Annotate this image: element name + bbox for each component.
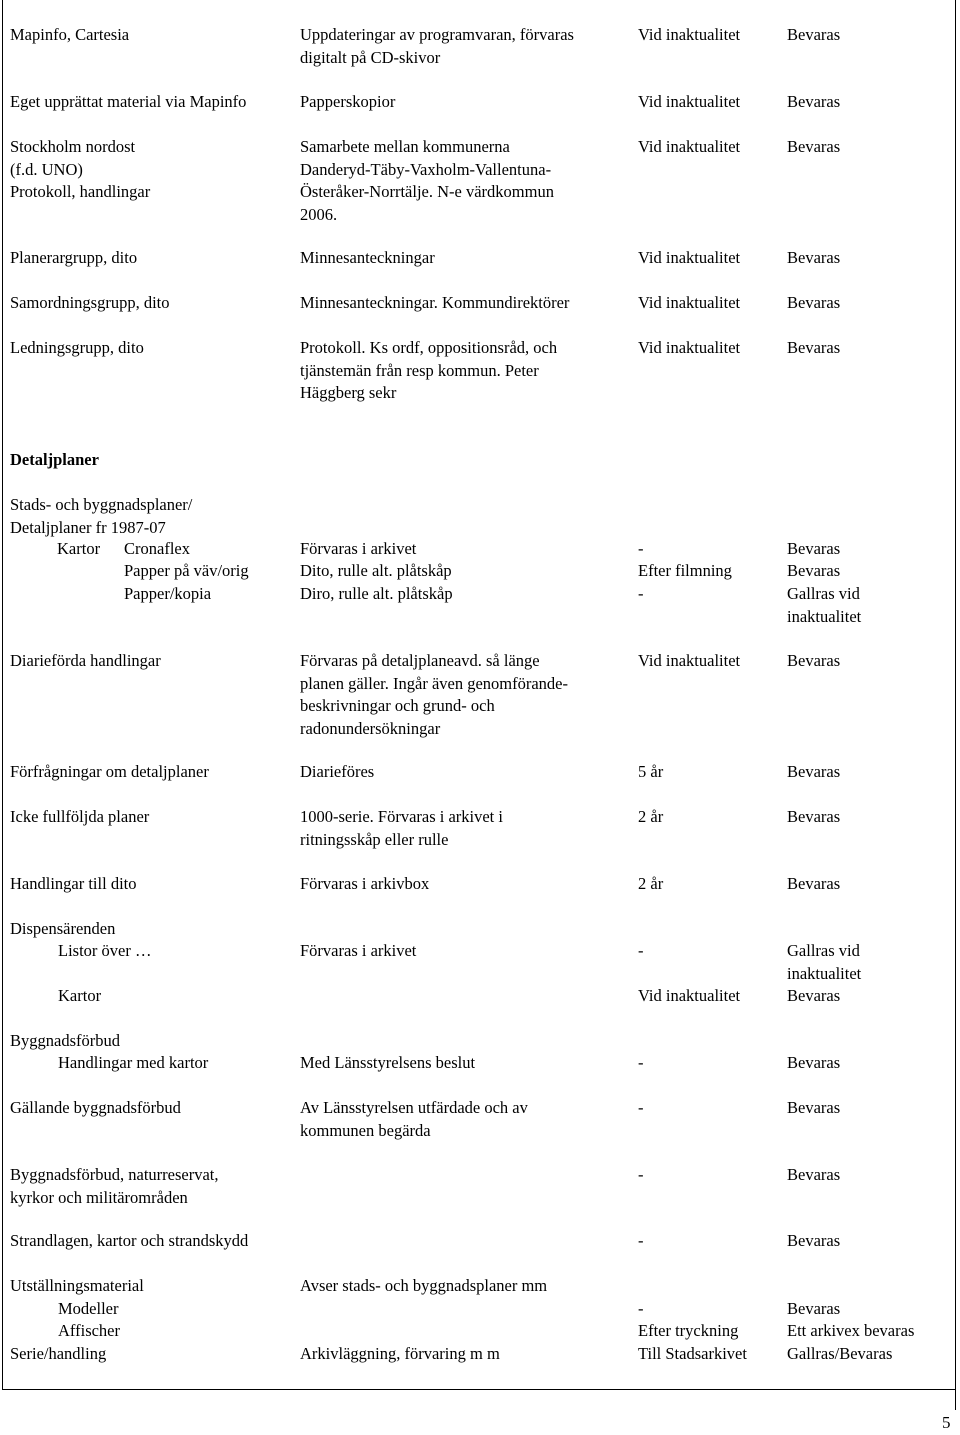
- transfer-text: -: [638, 1053, 644, 1072]
- series-label: Kartor: [58, 986, 102, 1005]
- transfer-text: -: [638, 584, 644, 603]
- series-label: Ledningsgrupp, dito: [10, 338, 144, 357]
- series-label: Protokoll, handlingar: [10, 182, 151, 201]
- frame-bottom-border: [2, 1389, 956, 1390]
- disposal-text: Bevaras: [787, 561, 841, 580]
- transfer-text: 2 år: [638, 874, 664, 893]
- series-label: Gällande byggnadsförbud: [10, 1098, 181, 1117]
- transfer-text: Efter filmning: [638, 561, 732, 580]
- series-label: Byggnadsförbud: [10, 1031, 120, 1050]
- transfer-text: Vid inaktualitet: [638, 651, 741, 670]
- disposal-text: Bevaras: [787, 1053, 841, 1072]
- series-label: Mapinfo, Cartesia: [10, 25, 130, 44]
- column-header-transfer: Till Stadsarkivet: [638, 1344, 747, 1363]
- disposal-text: Bevaras: [787, 874, 841, 893]
- storage-text: Protokoll. Ks ordf, oppositionsråd, och: [300, 338, 558, 357]
- storage-text: Minnesanteckningar. Kommundirektörer: [300, 293, 570, 312]
- column-header-storage: Arkivläggning, förvaring m m: [300, 1344, 500, 1363]
- disposal-text: Bevaras: [787, 539, 841, 558]
- storage-text: digitalt på CD-skivor: [300, 47, 441, 67]
- series-label: Planerargrupp, dito: [10, 248, 138, 267]
- storage-text: ritningsskåp eller rulle: [300, 829, 449, 849]
- series-label: (f.d. UNO): [10, 159, 83, 179]
- series-label: Utställningsmaterial: [10, 1276, 144, 1295]
- transfer-text: -: [638, 941, 644, 960]
- storage-text: Förvaras i arkivet: [300, 539, 417, 558]
- storage-text: Häggberg sekr: [300, 383, 397, 402]
- series-label: Stockholm nordost: [10, 137, 136, 156]
- storage-text: 2006.: [300, 204, 338, 224]
- disposal-text: inaktualitet: [787, 963, 862, 983]
- series-label: Icke fullföljda planer: [10, 807, 150, 826]
- disposal-text: inaktualitet: [787, 606, 862, 626]
- storage-text: Med Länsstyrelsens beslut: [300, 1053, 476, 1072]
- series-label: Byggnadsförbud, naturreservat,: [10, 1165, 219, 1184]
- transfer-text: Vid inaktualitet: [638, 293, 741, 312]
- disposal-text: Bevaras: [787, 1231, 841, 1250]
- storage-text: Österåker-Norrtälje. N-e värdkommun: [300, 182, 554, 201]
- disposal-text: Bevaras: [787, 338, 841, 357]
- storage-text: Papperskopior: [300, 92, 396, 111]
- disposal-text: Bevaras: [787, 293, 841, 312]
- transfer-text: Vid inaktualitet: [638, 137, 741, 156]
- series-label: Cronaflex: [124, 539, 190, 558]
- frame-right-border: [955, 0, 956, 1410]
- frame-left-border: [2, 0, 3, 1389]
- storage-text: Samarbete mellan kommunerna: [300, 137, 510, 156]
- series-label: Handlingar med kartor: [58, 1053, 209, 1072]
- storage-text: Av Länsstyrelsen utfärdade och av: [300, 1098, 528, 1117]
- transfer-text: 5 år: [638, 762, 664, 781]
- series-label: Förfrågningar om detaljplaner: [10, 762, 209, 781]
- storage-text: radonundersökningar: [300, 718, 441, 738]
- storage-text: Avser stads- och byggnadsplaner mm: [300, 1276, 548, 1295]
- transfer-text: Vid inaktualitet: [638, 986, 741, 1005]
- series-label: Modeller: [58, 1299, 119, 1318]
- transfer-text: -: [638, 1299, 644, 1318]
- disposal-text: Bevaras: [787, 762, 841, 781]
- series-label: Handlingar till dito: [10, 874, 137, 893]
- page-number: 5: [942, 1413, 951, 1432]
- transfer-text: 2 år: [638, 807, 664, 826]
- disposal-text: Bevaras: [787, 25, 841, 44]
- disposal-text: Bevaras: [787, 807, 841, 826]
- disposal-text: Ett arkivex bevaras: [787, 1321, 915, 1340]
- transfer-text: -: [638, 1165, 644, 1184]
- series-label: Papper på väv/orig: [124, 561, 249, 580]
- series-label: Samordningsgrupp, dito: [10, 293, 170, 312]
- disposal-text: Bevaras: [787, 1098, 841, 1117]
- storage-text: Förvaras på detaljplaneavd. så länge: [300, 651, 540, 670]
- transfer-text: Vid inaktualitet: [638, 248, 741, 267]
- series-label: Affischer: [58, 1321, 121, 1340]
- disposal-text: Bevaras: [787, 1165, 841, 1184]
- storage-text: Diro, rulle alt. plåtskåp: [300, 584, 453, 603]
- series-label: Stads- och byggnadsplaner/: [10, 495, 193, 514]
- disposal-text: Bevaras: [787, 651, 841, 670]
- disposal-text: Bevaras: [787, 92, 841, 111]
- storage-text: tjänstemän från resp kommun. Peter: [300, 360, 539, 380]
- storage-text: kommunen begärda: [300, 1120, 431, 1140]
- series-label: Strandlagen, kartor och strandskydd: [10, 1231, 249, 1250]
- transfer-text: -: [638, 1231, 644, 1250]
- disposal-text: Bevaras: [787, 137, 841, 156]
- column-header-series: Serie/handling: [10, 1344, 107, 1363]
- storage-text: Dito, rulle alt. plåtskåp: [300, 561, 452, 580]
- transfer-text: Vid inaktualitet: [638, 25, 741, 44]
- transfer-text: Efter tryckning: [638, 1321, 739, 1340]
- storage-text: Danderyd-Täby-Vaxholm-Vallentuna-: [300, 159, 552, 179]
- disposal-text: Bevaras: [787, 248, 841, 267]
- series-label: Eget upprättat material via Mapinfo: [10, 92, 247, 111]
- series-label: kyrkor och militärområden: [10, 1187, 188, 1207]
- series-label: Diarieförda handlingar: [10, 651, 161, 670]
- kartor-label: Kartor: [57, 539, 101, 558]
- series-label: Detaljplaner fr 1987-07: [10, 517, 166, 537]
- transfer-text: Vid inaktualitet: [638, 338, 741, 357]
- disposal-text: Gallras vid: [787, 941, 860, 960]
- disposal-text: Bevaras: [787, 986, 841, 1005]
- storage-text: Minnesanteckningar: [300, 248, 435, 267]
- storage-text: Diarieföres: [300, 762, 375, 781]
- transfer-text: -: [638, 539, 644, 558]
- storage-text: beskrivningar och grund- och: [300, 696, 495, 715]
- series-label: Dispensärenden: [10, 919, 116, 938]
- storage-text: Förvaras i arkivet: [300, 941, 417, 960]
- storage-text: Förvaras i arkivbox: [300, 874, 430, 893]
- section-heading: Detaljplaner: [10, 450, 99, 469]
- series-label: Papper/kopia: [124, 584, 212, 603]
- series-label: Listor över …: [58, 941, 152, 960]
- transfer-text: -: [638, 1098, 644, 1117]
- storage-text: planen gäller. Ingår även genomförande-: [300, 673, 569, 693]
- storage-text: 1000-serie. Förvaras i arkivet i: [300, 807, 503, 826]
- column-header-disposal: Gallras/Bevaras: [787, 1344, 893, 1363]
- storage-text: Uppdateringar av programvaran, förvaras: [300, 25, 574, 44]
- disposal-text: Gallras vid: [787, 584, 860, 603]
- disposal-text: Bevaras: [787, 1299, 841, 1318]
- transfer-text: Vid inaktualitet: [638, 92, 741, 111]
